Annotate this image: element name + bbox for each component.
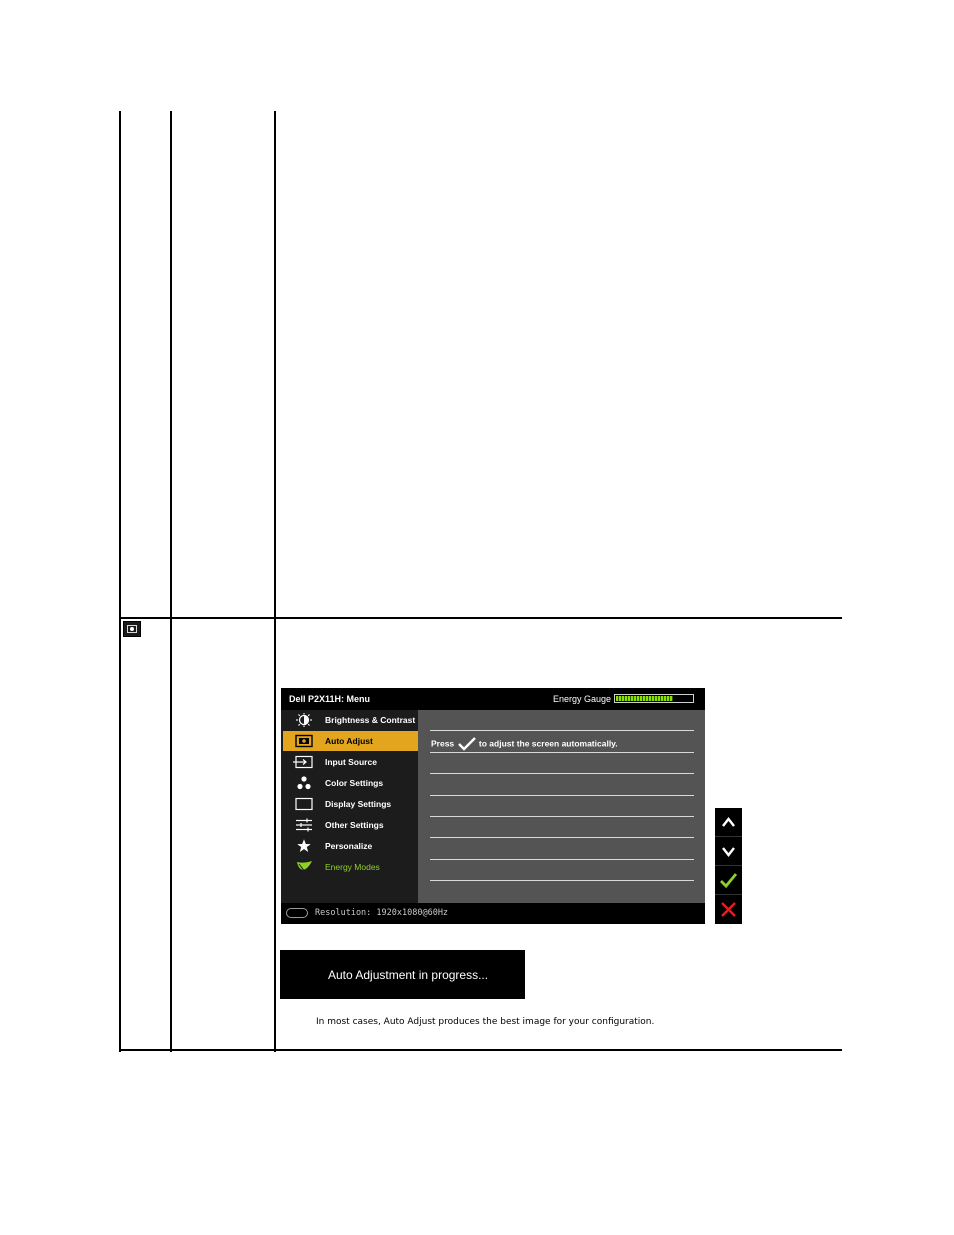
monitor-side-buttons [715, 808, 742, 924]
auto-adjust-icon [293, 734, 315, 748]
content-divider [430, 752, 694, 753]
content-divider [430, 859, 694, 860]
energy-gauge [614, 694, 694, 703]
down-arrow-icon [715, 837, 742, 866]
display-settings-icon [293, 797, 315, 811]
content-divider [430, 795, 694, 796]
input-source-icon [293, 755, 315, 769]
menu-item-energy-modes[interactable] [283, 857, 418, 877]
auto-adjust-instruction: Press to adjust the screen automatically. [431, 737, 618, 751]
other-settings-icon [293, 818, 315, 832]
osd-content-panel [418, 710, 705, 903]
auto-adjust-row-icon [123, 621, 141, 637]
check-icon [458, 737, 476, 751]
menu-item-label: Display Settings [325, 799, 392, 809]
menu-item-other-settings[interactable] [283, 815, 418, 835]
osd-menu-screenshot [281, 688, 705, 924]
up-arrow-icon [715, 808, 742, 837]
resolution-icon [286, 908, 308, 918]
content-divider [430, 730, 694, 731]
energy-gauge-label: Energy Gauge [553, 694, 612, 704]
menu-item-brightness-contrast[interactable] [283, 710, 418, 730]
menu-item-label: Personalize [325, 841, 373, 851]
osd-menu [281, 710, 418, 903]
star-icon [293, 839, 315, 853]
progress-message: Auto Adjustment in progress... [328, 968, 489, 982]
menu-item-label: Auto Adjust [325, 736, 373, 746]
table-border-left [119, 111, 121, 1052]
menu-item-display-settings[interactable] [283, 794, 418, 814]
menu-item-label: Other Settings [325, 820, 384, 830]
down-button[interactable] [715, 837, 742, 866]
content-divider [430, 837, 694, 838]
menu-item-auto-adjust[interactable] [283, 731, 418, 751]
content-divider [430, 816, 694, 817]
osd-footer [281, 903, 705, 924]
confirm-button[interactable] [715, 866, 742, 895]
energy-gauge-fill [616, 696, 673, 701]
table-row-divider [119, 617, 842, 619]
up-button[interactable] [715, 808, 742, 837]
auto-adjust-note: In most cases, Auto Adjust produces the best image for your configuration. [316, 1017, 655, 1027]
menu-item-label: Brightness & Contrast [325, 715, 416, 725]
exit-button[interactable] [715, 895, 742, 924]
menu-item-color-settings[interactable] [283, 773, 418, 793]
color-settings-icon [293, 776, 315, 790]
leaf-icon [293, 860, 315, 874]
close-icon [715, 895, 742, 924]
osd-title: Dell P2X11H: Menu [289, 694, 371, 704]
menu-item-label: Input Source [325, 757, 377, 767]
osd-header [281, 688, 705, 710]
table-bottom-border [119, 1049, 842, 1051]
table-border-col3 [274, 111, 276, 1052]
menu-item-input-source[interactable] [283, 752, 418, 772]
resolution-text: Resolution: 1920x1080@60Hz [315, 908, 449, 918]
menu-item-label: Color Settings [325, 778, 384, 788]
content-divider [430, 880, 694, 881]
auto-adjust-progress-banner [280, 950, 525, 999]
menu-item-personalize[interactable] [283, 836, 418, 856]
content-divider [430, 773, 694, 774]
menu-item-label: Energy Modes [325, 862, 380, 872]
brightness-contrast-icon [293, 713, 315, 727]
table-border-col2 [170, 111, 172, 1052]
check-icon [715, 866, 742, 895]
